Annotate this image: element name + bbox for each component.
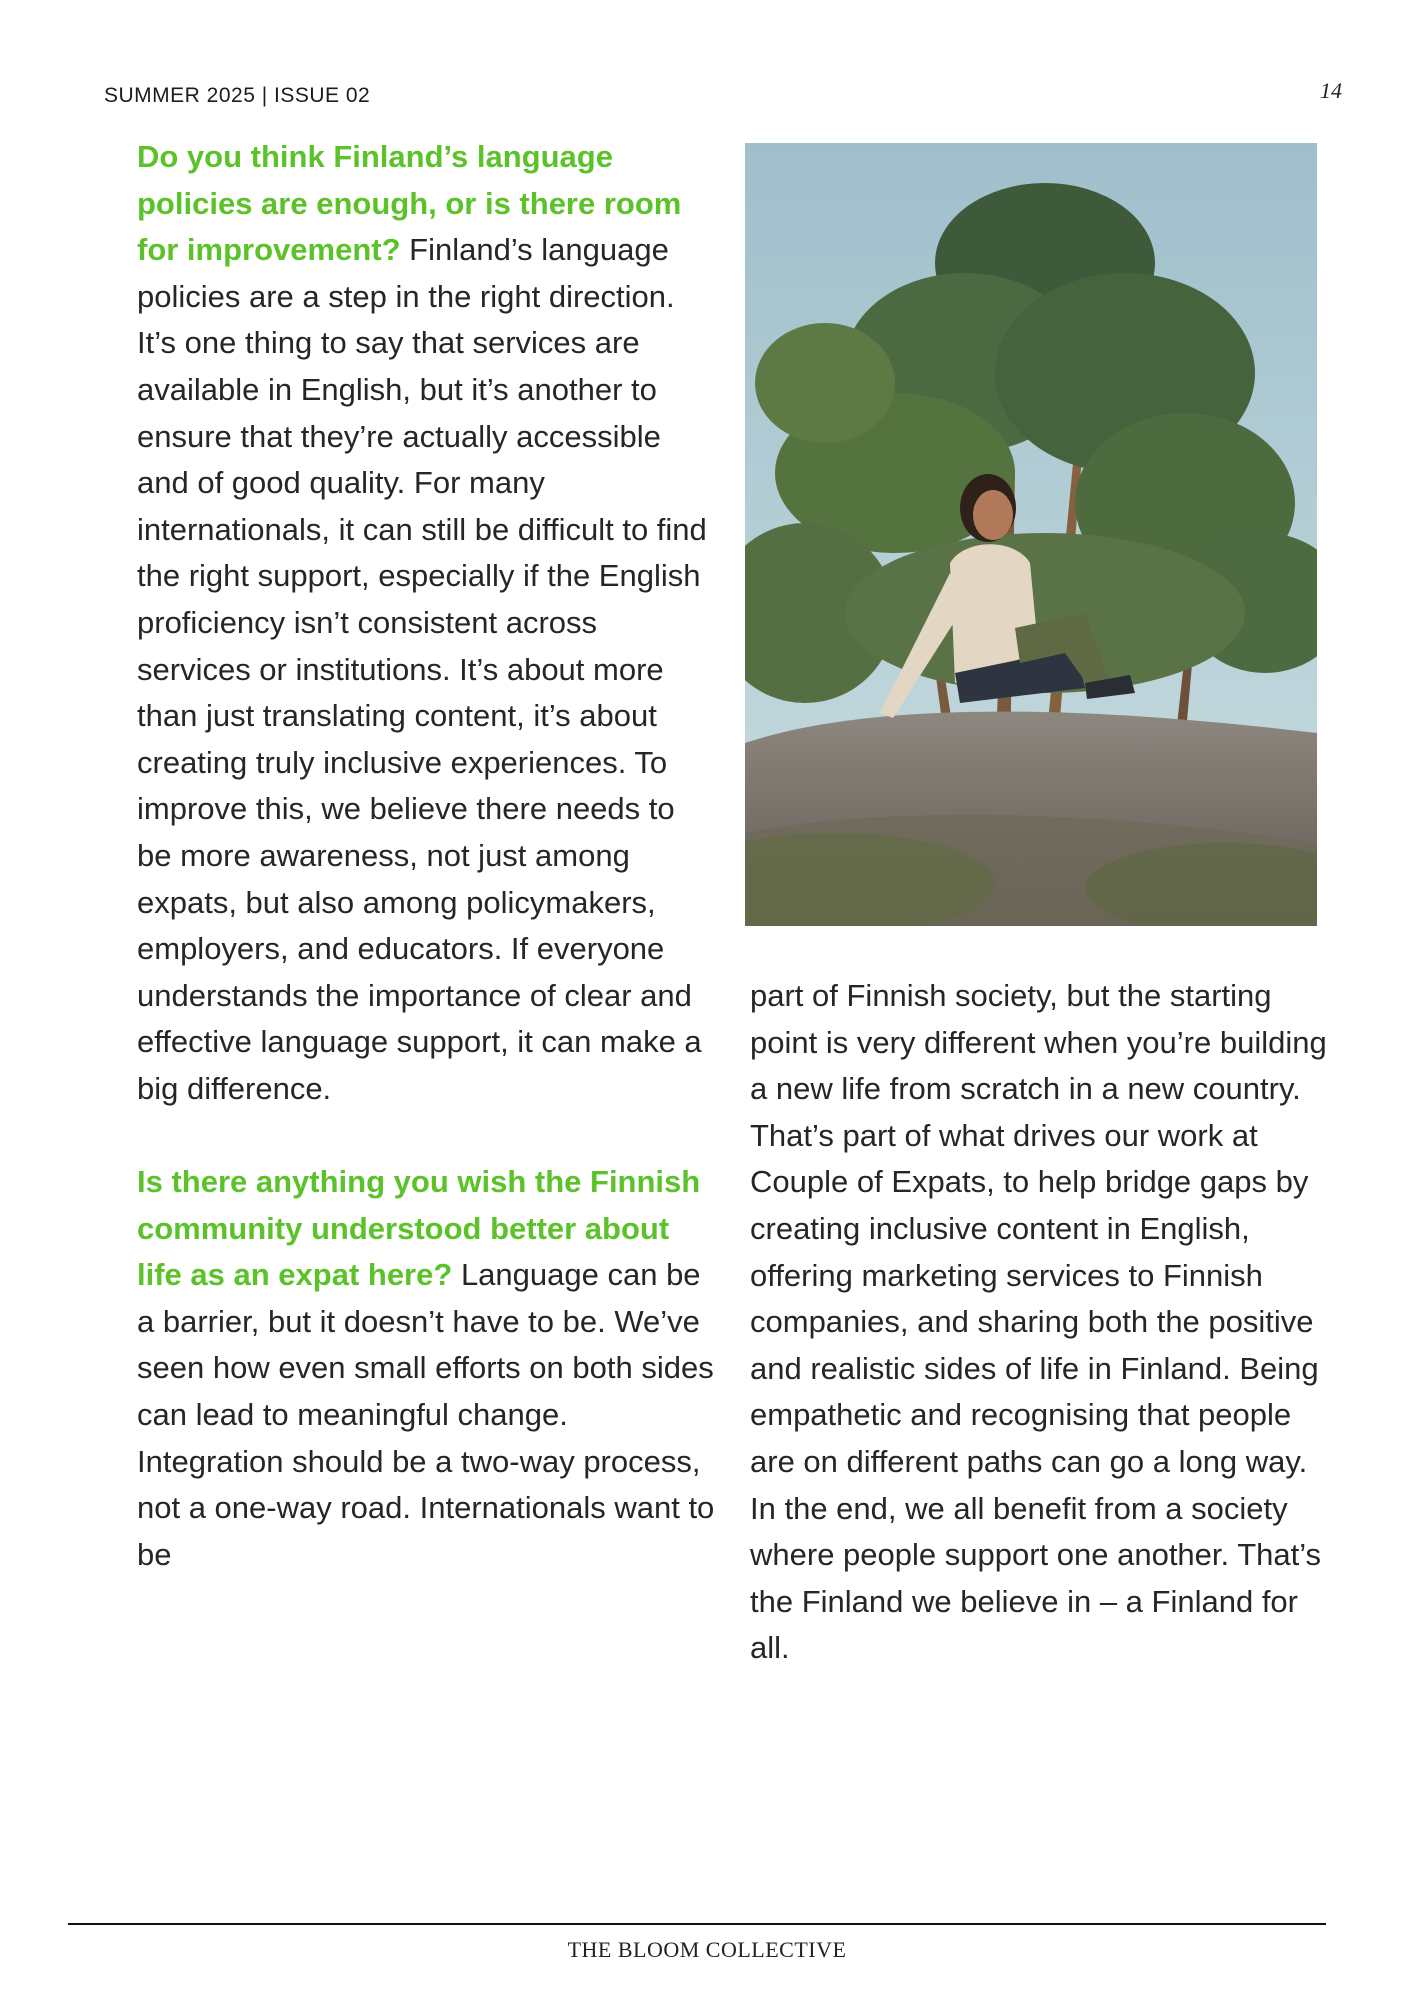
answer-expat-life-part1: Language can be a barrier, but it doesn’t have to be. We’ve seen how even small efforts on both sides can lead to meaningful change. Integration should be a two-way process, not a one-way road. Internationals want to be (137, 1257, 715, 1572)
article-column-right (750, 973, 1330, 1672)
issue-label: SUMMER 2025 | ISSUE 02 (104, 84, 371, 107)
qa-block-expat-life (137, 1159, 717, 1578)
publication-title: THE BLOOM COLLECTIVE (567, 1937, 847, 1962)
article-photo (745, 143, 1317, 926)
page-number: 14 (1320, 78, 1342, 103)
question-expat-life: Is there anything you wish the Finnish community understood better about life as an expat here? (137, 1164, 701, 1293)
footer-divider (68, 1923, 1326, 1925)
qa-block-language-policies (137, 134, 717, 1112)
photo-woman-sitting-on-rock (745, 143, 1317, 926)
question-language-policies: Do you think Finland’s language policies are enough, or is there room for improvement? (137, 139, 682, 268)
answer-expat-life-part2: part of Finnish society, but the starting point is very different when you’re building a new life from scratch in a new country. That’s part of what drives our work at Couple of Expats, to help bridge gaps by creating inclusive content in English, offering marketing services to Finnish companies, and sharing both the positive and realistic sides of life in Finland. Being empathetic and recognising that people are on different paths can go a long way. In the end, we all benefit from a society where people support one another. That’s the Finland we believe in – a Finland for all. (750, 978, 1327, 1666)
answer-language-policies: Finland’s language policies are a step in the right direction. It’s one thing to say that services are available in English, but it’s another to ensure that they’re actually accessible and of good quality. For many internationals, it can still be difficult to find the right support, especially if the English proficiency isn’t consistent across services or institutions. It’s about more than just translating content, it’s about creating truly inclusive experiences. To improve this, we believe there needs to be more awareness, not just among expats, but also among policymakers, employers, and educators. If everyone understands the importance of clear and effective language support, it can make a big difference. (137, 232, 707, 1106)
article-column-left (137, 134, 717, 1578)
